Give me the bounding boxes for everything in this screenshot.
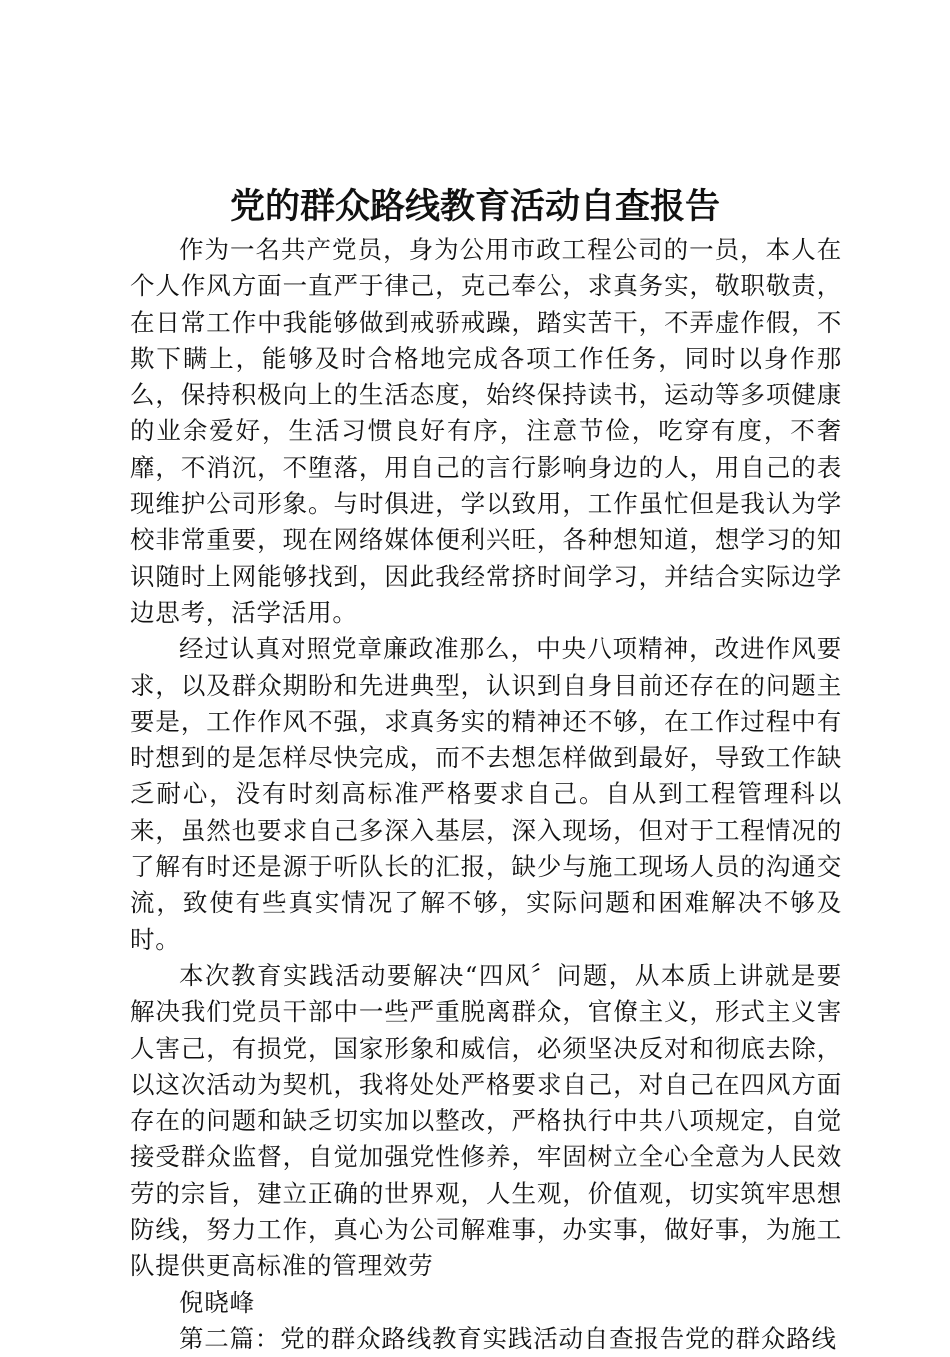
next-section-heading: 第二篇：党的群众路线教育实践活动自查报告党的群众路线 bbox=[179, 1323, 837, 1353]
body-paragraph-2: 经过认真对照党章廉政准那么，中央八项精神，改进作风要求，以及群众期盼和先进典型，认识到自身目前还存在的问题主要是，工作作风不强，求真务实的精神还不够，在工作过程中有时想到的是怎样尽快完成，而不去想怎样做到最好，导致工作缺乏耐心，没有时刻高标准严格要求自己。自从到工程管理科以来，虽然也要求自己多深入基层，深入现场，但对于工程情况的了解有时还是源于听队长的汇报，缺少与施工现场人员的沟通交流，致使有些真实情况了解不够，实际问题和困难解决不够及时。 bbox=[130, 634, 842, 954]
document-body bbox=[130, 232, 842, 1357]
body-paragraph-3: 本次教育实践活动要解决“四风〞问题，从本质上讲就是要解决我们党员干部中一些严重脱离群众，官僚主义，形式主义害人害己，有损党，国家形象和威信，必须坚决反对和彻底去除，以这次活动为契机，我将处处严格要求自己，对自己在四风方面存在的问题和缺乏切实加以整改，严格执行中共八项规定，自觉接受群众监督，自觉加强党性修养，牢固树立全心全意为人民效劳的宗旨，建立正确的世界观，人生观，价值观，切实筑牢思想防线，努力工作，真心为公司解难事，办实事，做好事，为施工队提供更高标准的管理效劳 bbox=[130, 960, 842, 1281]
author-signature: 倪晓峰 bbox=[179, 1287, 255, 1317]
body-paragraph-1: 作为一名共产党员，身为公用市政工程公司的一员，本人在个人作风方面一直严于律己，克己奉公，求真务实，敬职敬责，在日常工作中我能够做到戒骄戒躁，踏实苦干，不弄虚作假，不欺下瞒上，能够及时合格地完成各项工作任务，同时以身作那么，保持积极向上的生活态度，始终保持读书，运动等多项健康的业余爱好，生活习惯良好有序，注意节俭，吃穿有度，不奢靡，不消沉，不堕落，用自己的言行影响身边的人，用自己的表现维护公司形象。与时俱进，学以致用，工作虽忙但是我认为学校非常重要，现在网络媒体便利兴旺，各种想知道，想学习的知识随时上网能够找到，因此我经常挤时间学习，并结合实际边学边思考，活学活用。 bbox=[130, 235, 842, 627]
document-title: 党的群众路线教育活动自查报告 bbox=[229, 186, 720, 227]
